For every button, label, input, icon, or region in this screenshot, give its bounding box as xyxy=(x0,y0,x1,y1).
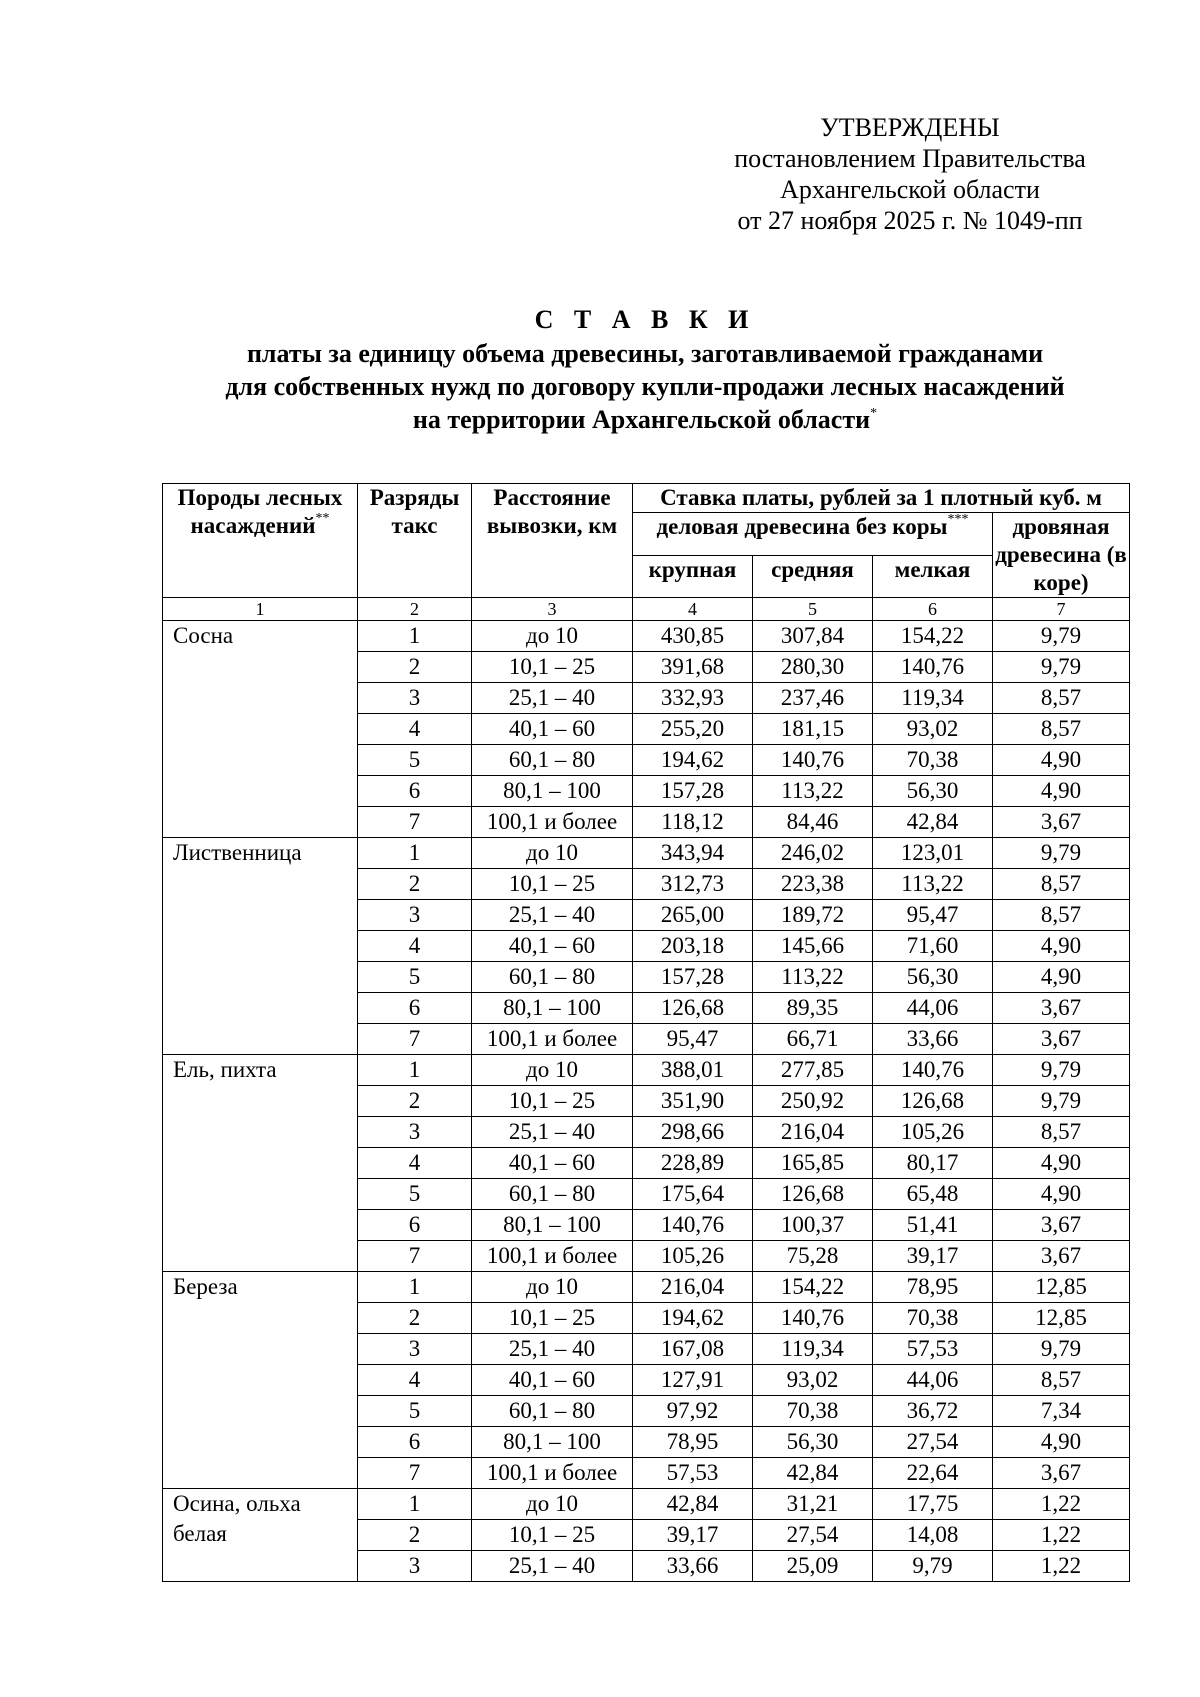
rank-cell: 3 xyxy=(358,1551,472,1582)
rate-firewood-cell: 9,79 xyxy=(993,652,1130,683)
rank-cell: 3 xyxy=(358,683,472,714)
title-line-1: платы за единицу объема древесины, заготавливаемой гражданами xyxy=(246,339,1044,368)
table-row xyxy=(163,1489,1130,1520)
rank-cell: 2 xyxy=(358,1303,472,1334)
distance-cell: до 10 xyxy=(472,1055,633,1086)
rank-cell: 7 xyxy=(358,1241,472,1272)
rate-medium-cell: 145,66 xyxy=(753,931,873,962)
rate-medium-cell: 113,22 xyxy=(753,962,873,993)
rate-large-cell: 140,76 xyxy=(633,1210,753,1241)
rate-large-cell: 391,68 xyxy=(633,652,753,683)
header-species-text: Породы лесных насаждений xyxy=(177,485,343,538)
rate-medium-cell: 70,38 xyxy=(753,1396,873,1427)
rate-large-cell: 105,26 xyxy=(633,1241,753,1272)
rate-large-cell: 194,62 xyxy=(633,745,753,776)
rate-firewood-cell: 4,90 xyxy=(993,776,1130,807)
header-species-mark: ** xyxy=(315,511,330,526)
rank-cell: 7 xyxy=(358,807,472,838)
rate-firewood-cell: 4,90 xyxy=(993,1427,1130,1458)
rate-firewood-cell: 9,79 xyxy=(993,1086,1130,1117)
rank-cell: 5 xyxy=(358,745,472,776)
rate-small-cell: 71,60 xyxy=(873,931,993,962)
table-header xyxy=(163,484,1130,621)
rate-small-cell: 9,79 xyxy=(873,1551,993,1582)
rate-small-cell: 126,68 xyxy=(873,1086,993,1117)
rank-cell: 2 xyxy=(358,1520,472,1551)
rate-medium-cell: 75,28 xyxy=(753,1241,873,1272)
rate-small-cell: 39,17 xyxy=(873,1241,993,1272)
distance-cell: 80,1 – 100 xyxy=(472,1427,633,1458)
column-number: 4 xyxy=(633,598,753,621)
rank-cell: 2 xyxy=(358,652,472,683)
rate-small-cell: 119,34 xyxy=(873,683,993,714)
rate-medium-cell: 237,46 xyxy=(753,683,873,714)
distance-cell: 25,1 – 40 xyxy=(472,900,633,931)
rate-small-cell: 93,02 xyxy=(873,714,993,745)
header-species xyxy=(163,484,358,598)
rate-medium-cell: 154,22 xyxy=(753,1272,873,1303)
header-business-wood xyxy=(633,513,993,556)
rate-large-cell: 265,00 xyxy=(633,900,753,931)
title-line-2: для собственных нужд по договору купли-продажи лесных насаждений xyxy=(225,372,1065,401)
rate-large-cell: 157,28 xyxy=(633,776,753,807)
rate-medium-cell: 93,02 xyxy=(753,1365,873,1396)
rank-cell: 6 xyxy=(358,993,472,1024)
rate-large-cell: 157,28 xyxy=(633,962,753,993)
rank-cell: 4 xyxy=(358,1365,472,1396)
header-rate: Ставка платы, рублей за 1 плотный куб. м xyxy=(633,484,1130,513)
column-number: 3 xyxy=(472,598,633,621)
header-medium: средняя xyxy=(753,555,873,598)
rate-small-cell: 123,01 xyxy=(873,838,993,869)
rate-firewood-cell: 8,57 xyxy=(993,714,1130,745)
rate-small-cell: 44,06 xyxy=(873,1365,993,1396)
distance-cell: 40,1 – 60 xyxy=(472,1148,633,1179)
rate-small-cell: 78,95 xyxy=(873,1272,993,1303)
rate-medium-cell: 216,04 xyxy=(753,1117,873,1148)
rate-large-cell: 78,95 xyxy=(633,1427,753,1458)
rate-medium-cell: 307,84 xyxy=(753,621,873,652)
rate-medium-cell: 27,54 xyxy=(753,1520,873,1551)
rate-small-cell: 140,76 xyxy=(873,1055,993,1086)
rate-large-cell: 216,04 xyxy=(633,1272,753,1303)
approval-line-1: УТВЕРЖДЕНЫ xyxy=(820,113,1000,142)
rate-large-cell: 118,12 xyxy=(633,807,753,838)
distance-cell: 40,1 – 60 xyxy=(472,931,633,962)
rate-large-cell: 255,20 xyxy=(633,714,753,745)
document-title xyxy=(100,303,1190,436)
rank-cell: 4 xyxy=(358,1148,472,1179)
rank-cell: 5 xyxy=(358,962,472,993)
approval-line-2: постановлением Правительства xyxy=(734,144,1086,173)
rate-large-cell: 167,08 xyxy=(633,1334,753,1365)
header-business-wood-text: деловая древесина без коры xyxy=(656,514,948,539)
rate-medium-cell: 280,30 xyxy=(753,652,873,683)
rank-cell: 1 xyxy=(358,1055,472,1086)
column-number: 7 xyxy=(993,598,1130,621)
rank-cell: 6 xyxy=(358,1427,472,1458)
rate-small-cell: 105,26 xyxy=(873,1117,993,1148)
approval-line-3: Архангельской области xyxy=(780,175,1040,204)
column-number: 5 xyxy=(753,598,873,621)
rate-firewood-cell: 12,85 xyxy=(993,1303,1130,1334)
header-ranks: Разряды такс xyxy=(358,484,472,598)
rate-medium-cell: 140,76 xyxy=(753,1303,873,1334)
rate-firewood-cell: 9,79 xyxy=(993,621,1130,652)
rate-small-cell: 70,38 xyxy=(873,745,993,776)
rate-large-cell: 312,73 xyxy=(633,869,753,900)
rate-large-cell: 175,64 xyxy=(633,1179,753,1210)
rate-firewood-cell: 8,57 xyxy=(993,1117,1130,1148)
rate-medium-cell: 126,68 xyxy=(753,1179,873,1210)
rank-cell: 7 xyxy=(358,1024,472,1055)
rate-firewood-cell: 9,79 xyxy=(993,1334,1130,1365)
rank-cell: 3 xyxy=(358,1117,472,1148)
rank-cell: 4 xyxy=(358,931,472,962)
rate-medium-cell: 119,34 xyxy=(753,1334,873,1365)
table-row xyxy=(163,838,1130,869)
rank-cell: 1 xyxy=(358,1489,472,1520)
rate-medium-cell: 277,85 xyxy=(753,1055,873,1086)
distance-cell: 10,1 – 25 xyxy=(472,1303,633,1334)
rate-medium-cell: 189,72 xyxy=(753,900,873,931)
rate-small-cell: 56,30 xyxy=(873,962,993,993)
column-number: 2 xyxy=(358,598,472,621)
rate-large-cell: 203,18 xyxy=(633,931,753,962)
distance-cell: 25,1 – 40 xyxy=(472,1117,633,1148)
species-cell: Осина, ольха белая xyxy=(163,1489,358,1582)
distance-cell: 10,1 – 25 xyxy=(472,652,633,683)
distance-cell: до 10 xyxy=(472,1489,633,1520)
rate-small-cell: 44,06 xyxy=(873,993,993,1024)
rate-medium-cell: 140,76 xyxy=(753,745,873,776)
rate-medium-cell: 31,21 xyxy=(753,1489,873,1520)
species-cell: Лиственница xyxy=(163,838,358,1055)
distance-cell: 60,1 – 80 xyxy=(472,1396,633,1427)
distance-cell: 80,1 – 100 xyxy=(472,776,633,807)
rate-firewood-cell: 1,22 xyxy=(993,1551,1130,1582)
approval-line-4: от 27 ноября 2025 г. № 1049-пп xyxy=(737,206,1083,235)
rate-large-cell: 33,66 xyxy=(633,1551,753,1582)
table-body xyxy=(163,621,1130,1582)
rate-small-cell: 154,22 xyxy=(873,621,993,652)
species-cell: Ель, пихта xyxy=(163,1055,358,1272)
rate-large-cell: 126,68 xyxy=(633,993,753,1024)
rate-small-cell: 57,53 xyxy=(873,1334,993,1365)
distance-cell: до 10 xyxy=(472,1272,633,1303)
table-row xyxy=(163,1272,1130,1303)
distance-cell: 100,1 и более xyxy=(472,1024,633,1055)
rate-firewood-cell: 4,90 xyxy=(993,745,1130,776)
rate-large-cell: 57,53 xyxy=(633,1458,753,1489)
rate-medium-cell: 56,30 xyxy=(753,1427,873,1458)
title-line-3 xyxy=(100,403,1190,436)
header-firewood: дровяная древесина (в коре) xyxy=(993,513,1130,598)
distance-cell: до 10 xyxy=(472,838,633,869)
table-row xyxy=(163,621,1130,652)
header-large: крупная xyxy=(633,555,753,598)
distance-cell: до 10 xyxy=(472,621,633,652)
rate-firewood-cell: 4,90 xyxy=(993,962,1130,993)
rate-large-cell: 388,01 xyxy=(633,1055,753,1086)
rate-firewood-cell: 9,79 xyxy=(993,1055,1130,1086)
rate-firewood-cell: 9,79 xyxy=(993,838,1130,869)
distance-cell: 10,1 – 25 xyxy=(472,869,633,900)
distance-cell: 25,1 – 40 xyxy=(472,1551,633,1582)
rate-medium-cell: 84,46 xyxy=(753,807,873,838)
rate-firewood-cell: 4,90 xyxy=(993,1179,1130,1210)
title-footnote-mark: * xyxy=(870,406,878,421)
distance-cell: 80,1 – 100 xyxy=(472,1210,633,1241)
rate-firewood-cell: 3,67 xyxy=(993,1241,1130,1272)
rank-cell: 5 xyxy=(358,1396,472,1427)
rate-small-cell: 95,47 xyxy=(873,900,993,931)
rank-cell: 5 xyxy=(358,1179,472,1210)
rate-firewood-cell: 3,67 xyxy=(993,1210,1130,1241)
column-number: 6 xyxy=(873,598,993,621)
rate-small-cell: 17,75 xyxy=(873,1489,993,1520)
rank-cell: 3 xyxy=(358,900,472,931)
rate-medium-cell: 246,02 xyxy=(753,838,873,869)
rank-cell: 2 xyxy=(358,869,472,900)
distance-cell: 10,1 – 25 xyxy=(472,1520,633,1551)
rate-small-cell: 27,54 xyxy=(873,1427,993,1458)
distance-cell: 10,1 – 25 xyxy=(472,1086,633,1117)
rate-large-cell: 42,84 xyxy=(633,1489,753,1520)
rate-medium-cell: 25,09 xyxy=(753,1551,873,1582)
distance-cell: 100,1 и более xyxy=(472,1241,633,1272)
rate-small-cell: 70,38 xyxy=(873,1303,993,1334)
rate-firewood-cell: 4,90 xyxy=(993,931,1130,962)
rate-firewood-cell: 3,67 xyxy=(993,807,1130,838)
column-number-row xyxy=(163,598,1130,621)
rate-firewood-cell: 8,57 xyxy=(993,869,1130,900)
rate-medium-cell: 89,35 xyxy=(753,993,873,1024)
column-number: 1 xyxy=(163,598,358,621)
rank-cell: 1 xyxy=(358,838,472,869)
distance-cell: 25,1 – 40 xyxy=(472,683,633,714)
rate-small-cell: 80,17 xyxy=(873,1148,993,1179)
rate-firewood-cell: 8,57 xyxy=(993,683,1130,714)
rate-firewood-cell: 3,67 xyxy=(993,1024,1130,1055)
rank-cell: 3 xyxy=(358,1334,472,1365)
rate-small-cell: 51,41 xyxy=(873,1210,993,1241)
rank-cell: 1 xyxy=(358,621,472,652)
rate-large-cell: 343,94 xyxy=(633,838,753,869)
distance-cell: 60,1 – 80 xyxy=(472,962,633,993)
rate-large-cell: 95,47 xyxy=(633,1024,753,1055)
species-cell: Сосна xyxy=(163,621,358,838)
rate-medium-cell: 250,92 xyxy=(753,1086,873,1117)
distance-cell: 40,1 – 60 xyxy=(472,1365,633,1396)
rate-small-cell: 33,66 xyxy=(873,1024,993,1055)
distance-cell: 80,1 – 100 xyxy=(472,993,633,1024)
table-row xyxy=(163,1055,1130,1086)
header-distance: Расстояние вывозки, км xyxy=(472,484,633,598)
rate-large-cell: 194,62 xyxy=(633,1303,753,1334)
rate-large-cell: 430,85 xyxy=(633,621,753,652)
rank-cell: 1 xyxy=(358,1272,472,1303)
rate-large-cell: 332,93 xyxy=(633,683,753,714)
rate-large-cell: 97,92 xyxy=(633,1396,753,1427)
approval-stamp xyxy=(700,112,1120,236)
rank-cell: 7 xyxy=(358,1458,472,1489)
header-business-wood-mark: *** xyxy=(947,512,969,527)
rate-firewood-cell: 7,34 xyxy=(993,1396,1130,1427)
rate-firewood-cell: 1,22 xyxy=(993,1489,1130,1520)
rate-large-cell: 351,90 xyxy=(633,1086,753,1117)
distance-cell: 60,1 – 80 xyxy=(472,745,633,776)
rate-medium-cell: 181,15 xyxy=(753,714,873,745)
rank-cell: 2 xyxy=(358,1086,472,1117)
rate-small-cell: 140,76 xyxy=(873,652,993,683)
rate-firewood-cell: 3,67 xyxy=(993,1458,1130,1489)
rate-medium-cell: 66,71 xyxy=(753,1024,873,1055)
rate-large-cell: 228,89 xyxy=(633,1148,753,1179)
rate-medium-cell: 42,84 xyxy=(753,1458,873,1489)
species-cell: Береза xyxy=(163,1272,358,1489)
rate-large-cell: 39,17 xyxy=(633,1520,753,1551)
rate-small-cell: 14,08 xyxy=(873,1520,993,1551)
distance-cell: 100,1 и более xyxy=(472,1458,633,1489)
rate-small-cell: 113,22 xyxy=(873,869,993,900)
rates-table xyxy=(162,483,1130,1582)
rate-firewood-cell: 3,67 xyxy=(993,993,1130,1024)
rate-small-cell: 22,64 xyxy=(873,1458,993,1489)
distance-cell: 100,1 и более xyxy=(472,807,633,838)
distance-cell: 60,1 – 80 xyxy=(472,1179,633,1210)
rate-firewood-cell: 1,22 xyxy=(993,1520,1130,1551)
rank-cell: 6 xyxy=(358,1210,472,1241)
rate-small-cell: 42,84 xyxy=(873,807,993,838)
title-line-3-text: на территории Архангельской области xyxy=(412,405,871,434)
rate-medium-cell: 223,38 xyxy=(753,869,873,900)
rate-firewood-cell: 12,85 xyxy=(993,1272,1130,1303)
rate-large-cell: 298,66 xyxy=(633,1117,753,1148)
rate-firewood-cell: 8,57 xyxy=(993,900,1130,931)
rate-medium-cell: 165,85 xyxy=(753,1148,873,1179)
rank-cell: 4 xyxy=(358,714,472,745)
rate-small-cell: 56,30 xyxy=(873,776,993,807)
distance-cell: 40,1 – 60 xyxy=(472,714,633,745)
rate-medium-cell: 113,22 xyxy=(753,776,873,807)
rate-firewood-cell: 8,57 xyxy=(993,1365,1130,1396)
header-small: мелкая xyxy=(873,555,993,598)
rate-small-cell: 65,48 xyxy=(873,1179,993,1210)
rate-large-cell: 127,91 xyxy=(633,1365,753,1396)
title-main: С Т А В К И xyxy=(534,305,756,334)
rate-firewood-cell: 4,90 xyxy=(993,1148,1130,1179)
distance-cell: 25,1 – 40 xyxy=(472,1334,633,1365)
rate-small-cell: 36,72 xyxy=(873,1396,993,1427)
rate-medium-cell: 100,37 xyxy=(753,1210,873,1241)
rank-cell: 6 xyxy=(358,776,472,807)
